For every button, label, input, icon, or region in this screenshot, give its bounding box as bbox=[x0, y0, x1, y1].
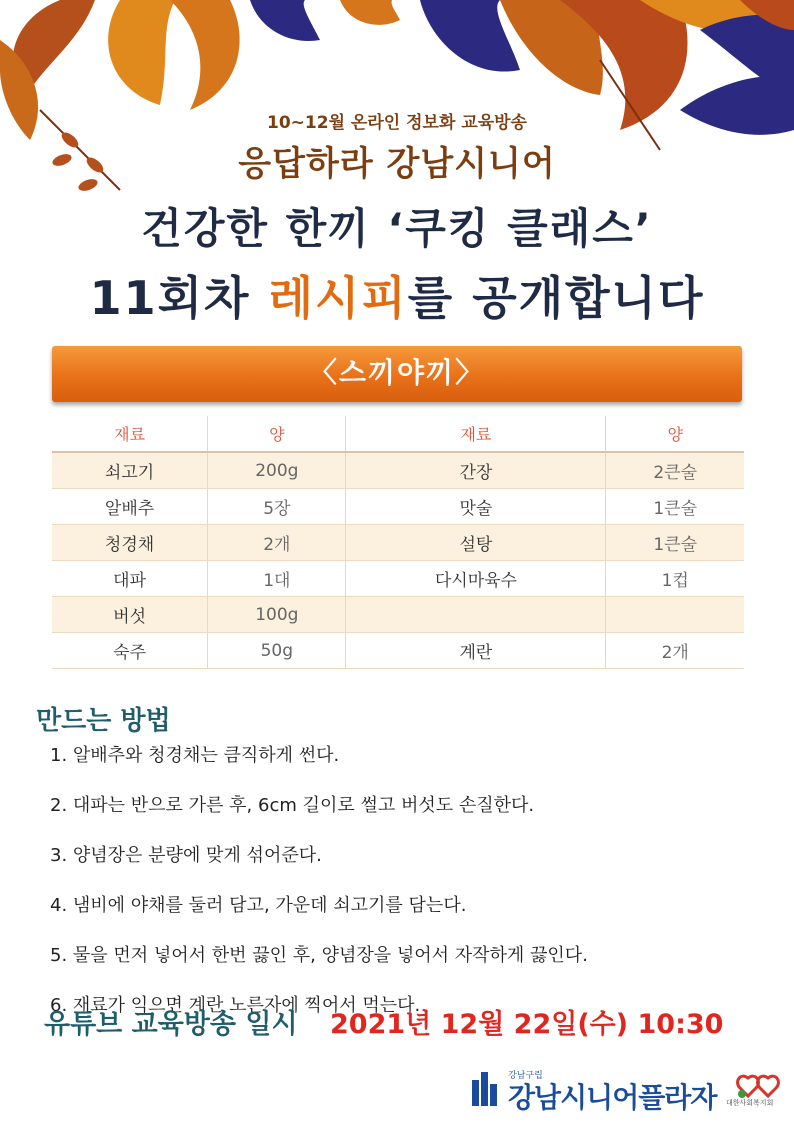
method-step: 3. 양념장은 분량에 맞게 섞어준다. bbox=[50, 845, 322, 866]
amount-cell: 100g bbox=[208, 597, 346, 633]
amount-cell: 1컵 bbox=[606, 561, 744, 597]
ingredient-cell bbox=[346, 597, 606, 633]
headline-line2 bbox=[0, 262, 794, 328]
table-row bbox=[52, 561, 744, 597]
ingredient-cell: 숙주 bbox=[52, 633, 208, 669]
method-steps bbox=[50, 744, 588, 1044]
amount-cell: 1큰술 bbox=[606, 525, 744, 561]
ingredients-table bbox=[52, 416, 744, 669]
logo-main-text: 강남시니어플라자 bbox=[508, 1081, 717, 1114]
dish-banner bbox=[52, 346, 742, 402]
method-step: 5. 물을 먼저 넣어서 한번 끓인 후, 양념장을 넣어서 자작하게 끓인다. bbox=[50, 945, 588, 966]
header-ingredient: 재료 bbox=[346, 416, 606, 452]
amount-cell: 1큰술 bbox=[606, 489, 744, 525]
table-row bbox=[52, 525, 744, 561]
table-row bbox=[52, 633, 744, 669]
method-step: 6. 재료가 익으면 계란 노른자에 찍어서 먹는다. bbox=[50, 995, 421, 1016]
subtitle: 10~12월 온라인 정보화 교육방송 bbox=[267, 113, 527, 133]
method-title: 만드는 방법 bbox=[36, 706, 171, 736]
amount-cell: 200g bbox=[208, 452, 346, 489]
ingredient-cell: 대파 bbox=[52, 561, 208, 597]
header-amount: 양 bbox=[606, 416, 744, 452]
table-header-row bbox=[52, 416, 744, 452]
amount-cell: 1대 bbox=[208, 561, 346, 597]
table-row bbox=[52, 452, 744, 489]
amount-cell: 2큰술 bbox=[606, 452, 744, 489]
headline-line1: 건강한 한끼 ‘쿠킹 클래스’ bbox=[141, 204, 653, 253]
amount-cell: 2개 bbox=[606, 633, 744, 669]
headline-highlight: 레시피 bbox=[268, 271, 408, 325]
table-row bbox=[52, 489, 744, 525]
header-amount: 양 bbox=[208, 416, 346, 452]
amount-cell: 2개 bbox=[208, 525, 346, 561]
amount-cell bbox=[606, 597, 744, 633]
ingredient-cell: 맛술 bbox=[346, 489, 606, 525]
ingredient-cell: 청경채 bbox=[52, 525, 208, 561]
ingredient-cell: 알배추 bbox=[52, 489, 208, 525]
broadcast-datetime: 2021년 12월 22일(수) 10:30 bbox=[330, 1009, 724, 1040]
method-step: 2. 대파는 반으로 가른 후, 6cm 길이로 썰고 버섯도 손질한다. bbox=[50, 795, 535, 816]
table-row bbox=[52, 597, 744, 633]
ingredient-cell: 다시마육수 bbox=[346, 561, 606, 597]
dish-name: 〈스끼야끼〉 bbox=[308, 356, 486, 389]
logo-small-text: 강남구립 bbox=[508, 1071, 543, 1081]
amount-cell: 50g bbox=[208, 633, 346, 669]
header-ingredient: 재료 bbox=[52, 416, 208, 452]
headline-line2-after: 를 공개합니다 bbox=[407, 271, 705, 325]
brand-title: 응답하라 강남시니어 bbox=[238, 144, 556, 184]
method-step: 4. 냄비에 야채를 둘러 담고, 가운데 쇠고기를 담는다. bbox=[50, 895, 467, 916]
partner-logo-icon bbox=[734, 1072, 788, 1100]
ingredient-cell: 간장 bbox=[346, 452, 606, 489]
ingredient-cell: 쇠고기 bbox=[52, 452, 208, 489]
broadcast-label: 유튜브 교육방송 일시 bbox=[44, 1009, 298, 1040]
amount-cell: 5장 bbox=[208, 489, 346, 525]
headline-line2-before: 11회차 bbox=[89, 271, 269, 325]
partner-name: 대한사회복지회 bbox=[726, 1099, 774, 1107]
ingredient-cell: 설탕 bbox=[346, 525, 606, 561]
ingredient-cell: 버섯 bbox=[52, 597, 208, 633]
ingredient-cell: 계란 bbox=[346, 633, 606, 669]
method-step: 1. 알배추와 청경채는 큼직하게 썬다. bbox=[50, 745, 340, 766]
